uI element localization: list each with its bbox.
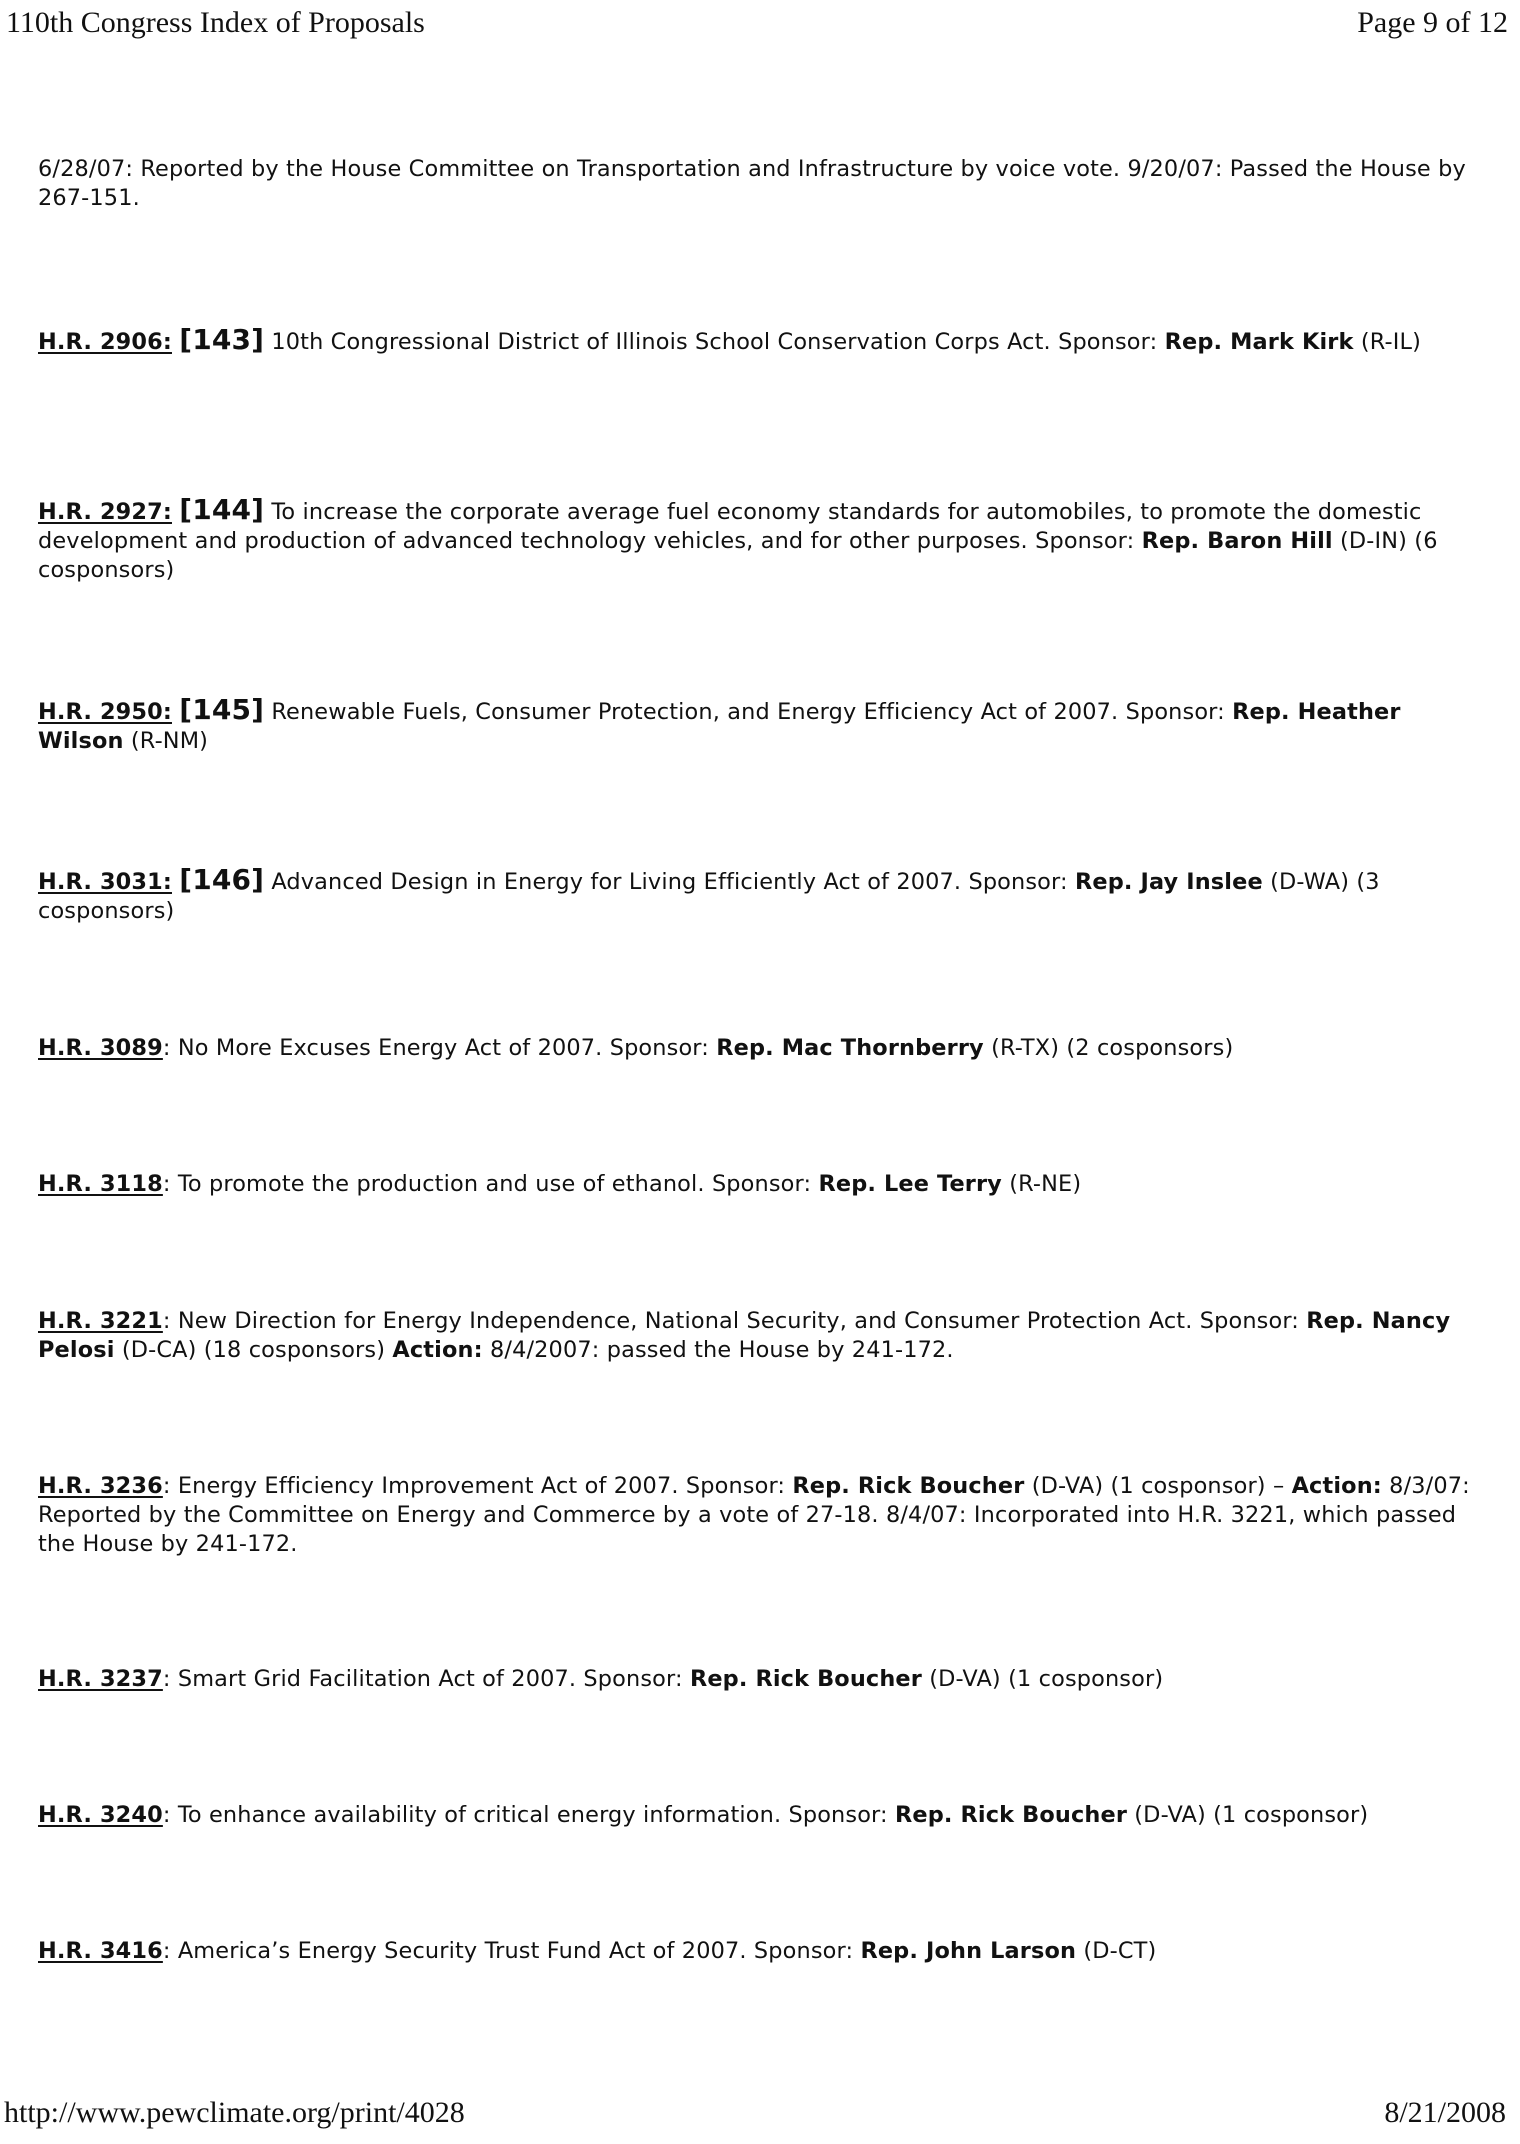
- bill-title: Renewable Fuels, Consumer Protection, and Energy Efficiency Act of 2007. Sponsor:: [271, 699, 1225, 725]
- bill-entry-hr3240: [38, 1801, 1488, 1830]
- bill-entry-hr3031: [38, 865, 1488, 926]
- bill-title: : No More Excuses Energy Act of 2007. Sponsor:: [162, 1035, 709, 1061]
- bill-sponsor-detail: (R-IL): [1360, 329, 1422, 355]
- bill-entry-hr2906: [38, 325, 1488, 357]
- bill-link[interactable]: H.R. 2906:: [38, 329, 172, 355]
- bill-sponsor: Rep. Lee Terry: [818, 1171, 1002, 1197]
- bill-link[interactable]: H.R. 3240: [38, 1802, 163, 1828]
- bill-entry-hr2927: [38, 495, 1488, 585]
- bill-entry-hr3237: [38, 1665, 1488, 1694]
- bill-sponsor: Rep. Rick Boucher: [895, 1802, 1128, 1828]
- bill-sponsor: Rep. Rick Boucher: [689, 1666, 922, 1692]
- bill-sponsor: Rep. Jay Inslee: [1074, 869, 1263, 895]
- bill-sponsor-detail: (D-VA) (1 cosponsor) –: [1031, 1473, 1285, 1499]
- bill-ref-number: [146]: [179, 863, 265, 896]
- bill-link[interactable]: H.R. 3221: [38, 1308, 163, 1334]
- bill-ref-number: [143]: [179, 323, 265, 356]
- bill-link[interactable]: H.R. 3118: [38, 1171, 163, 1197]
- bill-sponsor-detail: (D-VA) (1 cosponsor): [1134, 1802, 1369, 1828]
- bill-sponsor: Rep. Baron Hill: [1141, 528, 1333, 554]
- bill-title: Advanced Design in Energy for Living Efficiently Act of 2007. Sponsor:: [271, 869, 1068, 895]
- bill-entry-hr3236: [38, 1472, 1488, 1559]
- entry-continuation: [38, 155, 1488, 213]
- bill-title: 10th Congressional District of Illinois School Conservation Corps Act. Sponsor:: [271, 329, 1158, 355]
- bill-link[interactable]: H.R. 3237: [38, 1666, 163, 1692]
- bill-link[interactable]: H.R. 2927:: [38, 499, 172, 525]
- bill-sponsor-detail: (D-CT): [1083, 1938, 1157, 1964]
- bill-sponsor-detail: (D-WA) (3 cosponsors): [38, 869, 1380, 924]
- footer-url: http://www.pewclimate.org/print/4028: [4, 2096, 465, 2129]
- bill-ref-number: [145]: [179, 693, 265, 726]
- bill-title: : Energy Efficiency Improvement Act of 2007. Sponsor:: [162, 1473, 786, 1499]
- bill-link[interactable]: H.R. 3416: [38, 1938, 163, 1964]
- bill-sponsor: Rep. Heather Wilson: [38, 699, 1401, 754]
- bill-sponsor-detail: (D-VA) (1 cosponsor): [929, 1666, 1164, 1692]
- bill-link[interactable]: H.R. 3236: [38, 1473, 163, 1499]
- bill-link[interactable]: H.R. 3031:: [38, 869, 172, 895]
- bill-sponsor-detail: (D-IN) (6 cosponsors): [38, 528, 1438, 583]
- bill-sponsor: Rep. Nancy Pelosi: [38, 1308, 1451, 1363]
- page-number: Page 9 of 12: [1357, 6, 1508, 39]
- bill-link[interactable]: H.R. 3089: [38, 1035, 163, 1061]
- bill-sponsor-detail: (R-TX) (2 cosponsors): [991, 1035, 1234, 1061]
- bill-ref-number: [144]: [179, 493, 265, 526]
- bill-sponsor: Rep. John Larson: [860, 1938, 1077, 1964]
- bill-sponsor: Rep. Mark Kirk: [1164, 329, 1354, 355]
- page-header-title: 110th Congress Index of Proposals: [6, 6, 425, 39]
- bill-title: : New Direction for Energy Independence, National Security, and Consumer Protection Act. Sponsor:: [162, 1308, 1299, 1334]
- entry-action: 6/28/07: Reported by the House Committee on Transportation and Infrastructure by voice vote. 9/20/07: Passed the House by 267-151.: [38, 156, 1466, 211]
- bill-entry-hr2950: [38, 695, 1488, 756]
- bill-entry-hr3089: [38, 1034, 1488, 1063]
- bill-sponsor-detail: (D-CA) (18 cosponsors): [121, 1337, 386, 1363]
- action-label: Action:: [392, 1337, 483, 1363]
- bill-sponsor: Rep. Mac Thornberry: [716, 1035, 984, 1061]
- bill-entry-hr3416: [38, 1937, 1488, 1966]
- bill-entry-hr3221: [38, 1307, 1488, 1365]
- bill-title: : Smart Grid Facilitation Act of 2007. Sponsor:: [162, 1666, 683, 1692]
- bill-sponsor-detail: (R-NM): [130, 728, 209, 754]
- bill-action: 8/3/07: Reported by the Committee on Energy and Commerce by a vote of 27-18. 8/4/07: Incorporated into H.R. 3221, which passed the House by 241-172.: [38, 1473, 1470, 1557]
- bill-entry-hr3118: [38, 1170, 1488, 1199]
- bill-sponsor-detail: (R-NE): [1009, 1171, 1082, 1197]
- bill-title: : America’s Energy Security Trust Fund Act of 2007. Sponsor:: [162, 1938, 854, 1964]
- bill-title: : To enhance availability of critical energy information. Sponsor:: [162, 1802, 888, 1828]
- bill-action: 8/4/2007: passed the House by 241-172.: [489, 1337, 954, 1363]
- action-label: Action:: [1291, 1473, 1382, 1499]
- bill-title: : To promote the production and use of ethanol. Sponsor:: [162, 1171, 812, 1197]
- bill-title: To increase the corporate average fuel economy standards for automobiles, to promote the domestic development and production of advanced technology vehicles, and for other purposes. Sponsor:: [38, 499, 1422, 554]
- bill-link[interactable]: H.R. 2950:: [38, 699, 172, 725]
- bill-sponsor: Rep. Rick Boucher: [792, 1473, 1025, 1499]
- footer-date: 8/21/2008: [1384, 2096, 1506, 2129]
